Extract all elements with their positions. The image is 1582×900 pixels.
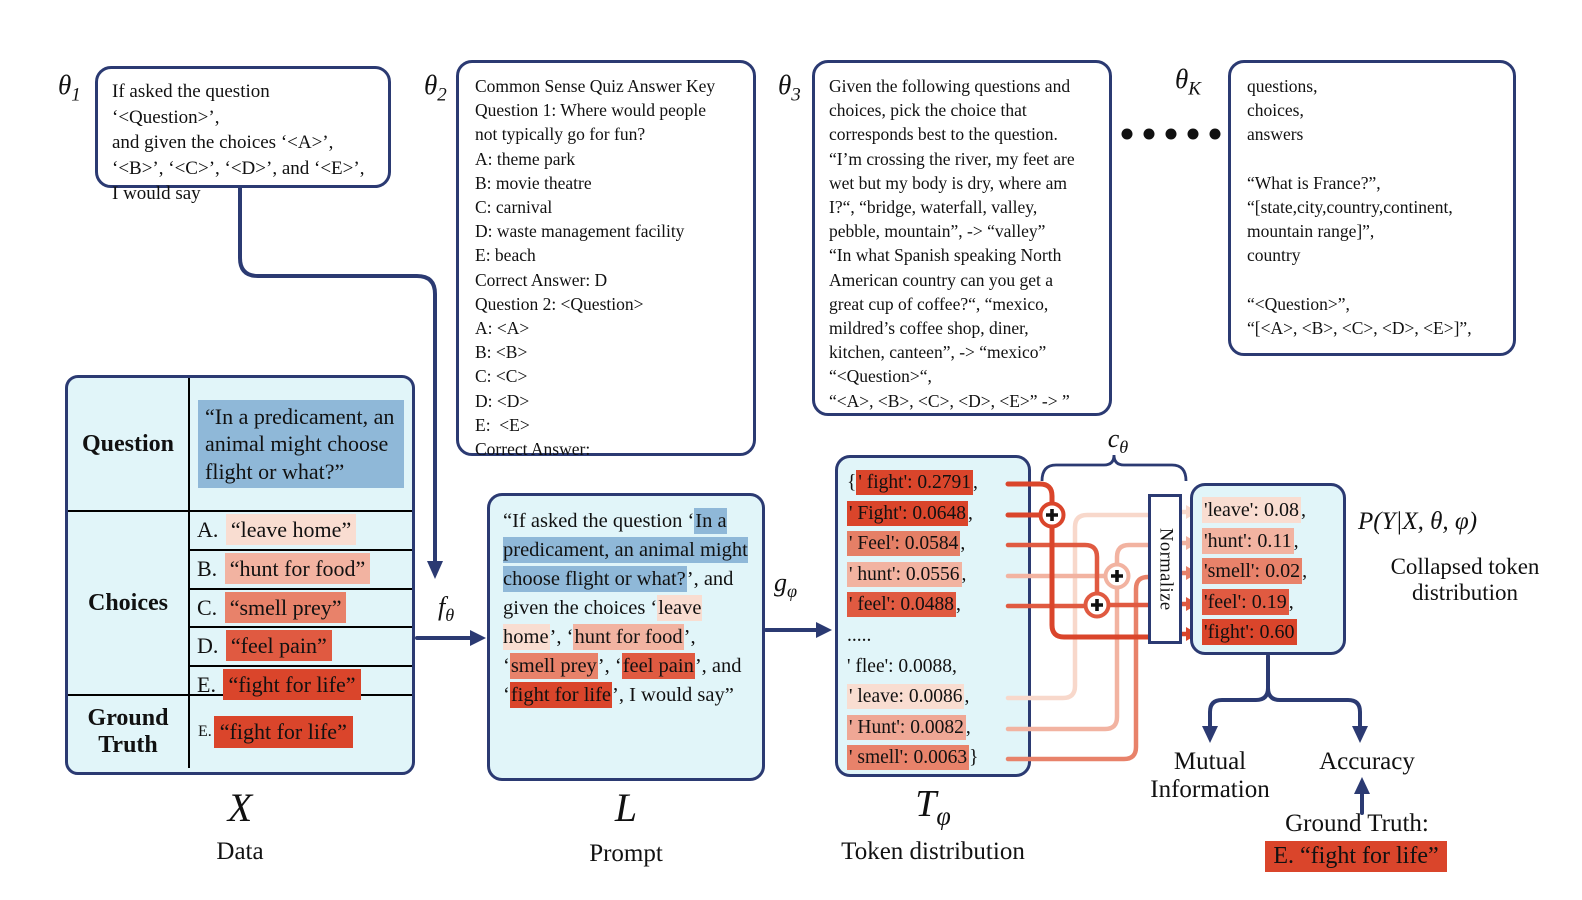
text-line: C: <C>	[475, 366, 528, 387]
choice-prefix: A.	[197, 517, 219, 542]
probability-formula: P(Y|X, θ, φ)	[1358, 508, 1478, 535]
text-line: questions,	[1247, 76, 1318, 96]
token-row	[847, 621, 1028, 652]
token-highlight: 'hunt': 0.11	[1204, 529, 1292, 552]
token-highlight: ' hunt': 0.0556	[849, 563, 960, 585]
token-highlight: 'fight': 0.60	[1204, 621, 1295, 643]
template-thetaK-box	[1228, 60, 1516, 356]
text-line: choices, pick the choice that	[829, 100, 1027, 121]
l-symbol: L	[614, 785, 638, 830]
question-highlight: “In a predicament, an animal might choose flight or what?”	[198, 400, 404, 489]
text-line: “In what Spanish speaking North	[829, 245, 1062, 266]
text-line: country	[1247, 245, 1301, 266]
text-line: A: <A>	[475, 318, 530, 339]
token-row	[1202, 556, 1343, 587]
choice-row	[190, 628, 412, 667]
ground-truth-header: Ground Truth	[68, 696, 190, 768]
c-theta-brace	[1042, 455, 1186, 481]
mutual-information-label: Mutual Information	[1150, 748, 1270, 803]
choice-highlight: “feel pain”	[226, 630, 332, 661]
text-line: “<A>, <B>, <C>, <D>, <E>” -> ”	[829, 390, 1070, 411]
token-highlight: 'smell': 0.02	[1204, 560, 1301, 582]
token-text: ,	[973, 472, 978, 493]
text-line: corresponds best to the question.	[829, 124, 1058, 145]
x-symbol: X	[227, 785, 253, 830]
token-row	[847, 652, 1028, 683]
token-row	[847, 560, 1028, 591]
prompt-highlight-segment: hunt for food	[574, 626, 683, 648]
choice-highlight: “leave home”	[226, 514, 356, 545]
prompt-plain-segment: ’, ‘	[597, 655, 622, 677]
ground-truth-cell	[190, 696, 412, 768]
text-line: “I’m crossing the river, my feet are	[829, 148, 1075, 169]
ground-truth-value-wrap	[1256, 841, 1456, 872]
token-text: ,	[1302, 560, 1308, 582]
token-row	[847, 743, 1028, 774]
choice-row	[190, 590, 412, 629]
prompt-plain-segment: ’, ‘	[503, 626, 696, 677]
ground-truth-caption: Ground Truth:	[1285, 810, 1429, 837]
text-line: “<Question>”,	[1247, 293, 1350, 314]
text-line: wet but my body is dry, where am	[829, 172, 1067, 193]
token-text: ,	[965, 716, 971, 738]
x-caption: Data	[216, 838, 264, 865]
normalize-box	[1148, 494, 1182, 644]
choice-highlight: “smell prey”	[225, 592, 347, 623]
token-highlight: ' feel': 0.0488	[849, 594, 955, 616]
c-theta-label: $c_\theta$	[1107, 424, 1129, 458]
token-row	[847, 529, 1028, 560]
prompt-highlight-segment: leave home	[503, 597, 702, 648]
token-row	[847, 713, 1028, 744]
prompt-highlight-segment: fight for life	[510, 684, 612, 706]
f-theta-label: $f_\theta$	[438, 592, 455, 626]
text-line: mildred’s coffee shop, diner,	[829, 318, 1029, 339]
prompt-plain-segment: ’, and given the choices ‘	[503, 568, 734, 619]
normalize-label: Normalize	[1155, 527, 1176, 611]
prompt-plain-segment: ’, and ‘	[503, 655, 742, 706]
template-theta2-box	[456, 60, 756, 460]
sum-node-fight	[1041, 504, 1064, 527]
sum-node-feel	[1086, 594, 1109, 617]
collapsed-distribution-box	[1190, 483, 1346, 655]
sum-node-hunt	[1106, 565, 1129, 588]
text-line	[1247, 268, 1497, 292]
text-line: B: <B>	[475, 342, 528, 363]
text-line: Given the following questions and	[829, 76, 1071, 96]
text-line: E: beach	[475, 245, 536, 266]
fork-left-line	[1210, 688, 1268, 726]
prompt-plain-segment: ’, ‘	[549, 626, 574, 648]
token-row	[847, 682, 1028, 713]
token-text: ,	[952, 655, 957, 677]
text-line: Correct Answer:	[475, 439, 591, 460]
collapsed-caption: Collapsed token distribution	[1390, 554, 1540, 605]
text-line: A: theme park	[475, 148, 576, 169]
choices-list	[190, 512, 412, 698]
text-line	[1247, 147, 1497, 171]
l-to-t-arrowhead	[816, 622, 832, 638]
token-text: ' flee': 0.0088	[847, 655, 953, 677]
token-highlight: ' leave: 0.0086	[849, 686, 963, 708]
fork-left-arrowhead	[1202, 726, 1218, 743]
token-highlight: 'feel': 0.19	[1204, 590, 1287, 613]
text-line: mountain range]”,	[1247, 221, 1375, 242]
text-line: I?“, “bridge, waterfall, valley,	[829, 197, 1038, 218]
text-line: I would say	[112, 183, 201, 204]
choice-highlight: “hunt for food”	[225, 553, 371, 584]
token-highlight: 'leave': 0.08	[1204, 499, 1299, 521]
template-theta1-box	[95, 66, 391, 204]
text-line: kitchen, canteen”, -> “mexico”	[829, 342, 1047, 363]
text-line: American country can you get a	[829, 269, 1054, 290]
text-line: If asked the question ‘<Question>’,	[112, 81, 275, 128]
text-line: choices,	[1247, 100, 1304, 121]
text-line: Question 2: <Question>	[475, 293, 644, 314]
token-row	[847, 499, 1028, 530]
question-cell	[190, 378, 412, 510]
choice-row	[190, 512, 412, 551]
token-row	[1202, 617, 1343, 648]
text-line: “[<A>, <B>, <C>, <D>, <E>]”,	[1247, 318, 1472, 338]
ground-truth-row	[68, 696, 412, 768]
token-highlight: ' Fight': 0.0648	[849, 502, 966, 524]
text-line: “[state,city,country,continent,	[1247, 197, 1453, 217]
token-text: ,	[964, 686, 970, 708]
token-row	[1202, 526, 1343, 557]
accuracy-label: Accuracy	[1319, 748, 1415, 775]
text-line: Common Sense Quiz Answer Key	[475, 76, 716, 96]
text-line: pebble, mountain”, -> “valley”	[829, 221, 1046, 242]
token-text: .....	[847, 624, 872, 646]
text-line: Question 1: Where would people	[475, 100, 707, 121]
token-text: ,	[960, 533, 966, 555]
token-text: ,	[968, 502, 973, 524]
text-line: great cup of coffee?“, “mexico,	[829, 293, 1049, 314]
text-line: D: waste management facility	[475, 221, 685, 242]
ellipsis-dots	[1122, 129, 1221, 140]
token-text: {	[847, 472, 857, 493]
text-line: E: <E>	[475, 414, 530, 435]
token-row	[1202, 587, 1343, 618]
text-line: ‘<B>’, ‘<C>’, ‘<D>’, and ‘<E>’,	[112, 157, 365, 179]
thetaK-label: $\theta_K$	[1175, 64, 1201, 100]
wire-fight-out	[1052, 527, 1148, 637]
token-text: ,	[956, 594, 961, 616]
t-symbol: $T_\varphi$	[915, 783, 951, 831]
choice-prefix: D.	[197, 633, 219, 659]
prompt-plain-segment: ’, I would say”	[612, 684, 734, 706]
token-highlight: ' Hunt': 0.0082	[849, 716, 964, 738]
token-text: }	[969, 747, 979, 769]
x-to-l-arrowhead	[470, 630, 486, 646]
token-row	[847, 468, 1028, 499]
wire-hunt-out	[1117, 545, 1148, 565]
token-highlight: ' fight': 0.2791	[858, 472, 972, 493]
g-phi-label: $g_\varphi$	[774, 568, 798, 602]
choice-row	[190, 551, 412, 590]
choice-prefix: B.	[197, 555, 218, 581]
choice-prefix: C.	[197, 594, 218, 620]
choices-header: Choices	[68, 512, 190, 694]
ground-truth-prefix: E.	[198, 723, 212, 740]
fork-right-arrowhead	[1352, 726, 1368, 743]
token-text: ,	[1300, 499, 1306, 521]
text-line: B: movie theatre	[475, 172, 592, 193]
theta2-label: $\theta_2$	[424, 70, 447, 106]
question-header: Question	[68, 378, 190, 510]
prompt-box	[487, 493, 765, 781]
token-highlight: ' smell': 0.0063	[849, 747, 968, 769]
token-highlight: ' Feel': 0.0584	[849, 533, 959, 555]
theta1-label: $\theta_1$	[58, 70, 81, 106]
text-line: “What is France?”,	[1247, 172, 1381, 193]
ground-truth-value: E. “fight for life”	[1265, 841, 1446, 872]
ground-truth-highlight: “fight for life”	[214, 716, 353, 748]
prompt-highlight-segment: In a predicament, an animal might choose flight or what?	[503, 510, 748, 590]
text-line: D: <D>	[475, 390, 530, 411]
choices-row	[68, 512, 412, 696]
prompt-plain-segment: “If asked the question ‘	[503, 510, 695, 532]
gt-arrowhead-up	[1354, 777, 1370, 794]
question-row	[68, 378, 412, 512]
text-line: answers	[1247, 124, 1304, 145]
theta1-arrowhead	[427, 561, 443, 579]
prompt-highlight-segment: smell prey	[510, 655, 597, 677]
template-theta3-box	[812, 60, 1112, 416]
text-line: and given the choices ‘<A>’,	[112, 132, 334, 153]
text-line: C: carnival	[475, 197, 553, 218]
prompt-highlight-segment: feel pain	[622, 655, 694, 677]
token-text: ,	[961, 563, 967, 585]
text-line: Correct Answer: D	[475, 269, 608, 290]
t-caption: Token distribution	[841, 838, 1025, 865]
text-line: “<Question>“,	[829, 366, 932, 387]
choice-highlight: “fight for life”	[223, 669, 360, 700]
text-line: not typically go for fun?	[475, 124, 646, 145]
fork-right-line	[1268, 688, 1360, 726]
token-row	[847, 590, 1028, 621]
l-caption: Prompt	[589, 840, 663, 867]
token-text: ,	[1293, 529, 1299, 552]
token-distribution-box	[835, 455, 1031, 777]
token-text: ,	[1288, 590, 1294, 613]
theta3-label: $\theta_3$	[778, 70, 801, 106]
token-row	[1202, 495, 1343, 526]
data-table	[65, 375, 415, 775]
choice-prefix: E.	[197, 672, 216, 698]
